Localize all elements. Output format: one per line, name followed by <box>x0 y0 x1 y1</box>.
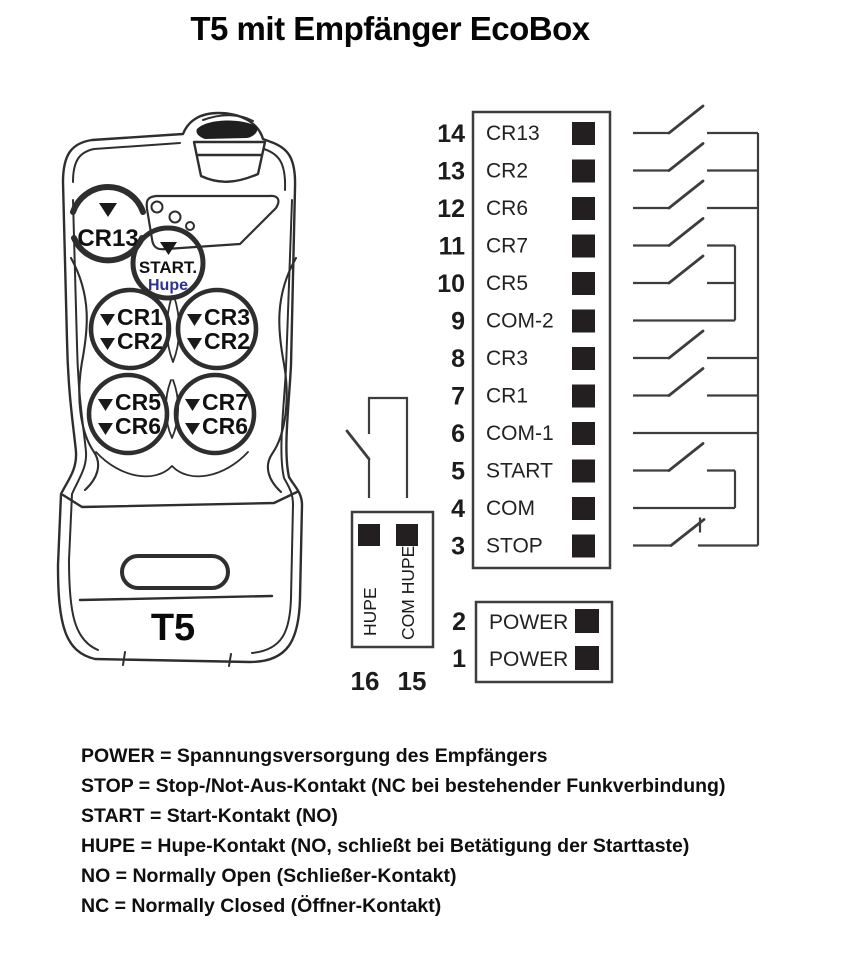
legend-line-start: START = Start-Kontakt (NO) <box>81 805 338 827</box>
start-label: START. <box>138 258 198 277</box>
switch-blade <box>669 369 703 396</box>
terminal-number: 2 <box>452 608 466 636</box>
cr13-label: CR13 <box>77 225 139 252</box>
page-title: T5 mit Empfänger EcoBox <box>190 10 590 47</box>
terminal-number: 3 <box>451 532 465 561</box>
terminal-contact-square <box>572 310 595 333</box>
down-triangle-icon <box>185 399 200 411</box>
com-hupe-terminal-label: COM HUPE <box>398 545 418 640</box>
band-top-edge <box>63 492 297 507</box>
terminal-label: CR5 <box>486 272 529 295</box>
down-triangle-icon <box>98 423 113 435</box>
down-triangle-icon <box>185 423 200 435</box>
rocker-button-label: CR5 <box>115 389 162 415</box>
terminal-number: 8 <box>451 345 465 373</box>
hupe-switch-blade <box>347 431 369 459</box>
switch-blade <box>669 144 703 171</box>
terminal-contact-square <box>572 535 595 558</box>
terminal-number: 5 <box>451 457 465 486</box>
terminal-label: POWER <box>489 611 569 634</box>
terminal-number: 13 <box>437 157 465 186</box>
legend <box>81 741 725 921</box>
terminal-number: 11 <box>438 232 465 261</box>
antenna-lens <box>196 120 257 139</box>
terminal-contact-square <box>396 524 418 546</box>
down-triangle-icon <box>100 338 115 350</box>
model-label: T5 <box>150 607 196 649</box>
terminal-number: 15 <box>397 666 427 696</box>
panel-hole <box>186 222 194 230</box>
terminal-label: CR2 <box>486 159 529 183</box>
down-triangle-icon <box>187 338 202 350</box>
down-triangle-icon <box>187 314 202 326</box>
terminal-number: 7 <box>451 382 465 411</box>
terminal-label: COM <box>486 497 535 520</box>
terminal-contact-square <box>572 160 595 183</box>
legend-line-stop: STOP = Stop-/Not-Aus-Kontakt (NC bei bestehender Funkverbindung) <box>81 775 726 797</box>
down-triangle-icon <box>99 203 117 217</box>
terminal-contact-square <box>572 460 595 483</box>
panel-hole <box>170 212 181 223</box>
remote-transmitter-drawing <box>58 113 302 666</box>
belt-clip-slot <box>122 556 228 588</box>
terminal-contact-square <box>575 609 599 633</box>
down-triangle-icon <box>98 399 113 411</box>
terminal-label: START <box>486 459 553 483</box>
terminal-contact-square <box>572 197 595 220</box>
panel-hole <box>152 202 163 213</box>
antenna-housing <box>194 142 265 182</box>
rocker-button-label: CR7 <box>202 389 249 415</box>
switch-blade <box>669 106 703 133</box>
legend-line-nc: NC = Normally Closed (Öffner-Kontakt) <box>81 895 442 917</box>
terminal-number: 10 <box>437 270 465 298</box>
terminal-contact-square <box>572 235 595 258</box>
legend-line-hupe: HUPE = Hupe-Kontakt (NO, schließt bei Betätigung der Starttaste) <box>81 835 690 857</box>
hupe-terminal-block <box>347 398 433 696</box>
terminal-contact-square <box>575 646 599 670</box>
terminal-number: 14 <box>437 120 465 148</box>
terminal-contact-square <box>572 497 595 520</box>
terminal-number: 6 <box>451 420 465 448</box>
terminal-number: 12 <box>437 195 465 223</box>
band-bottom-edge <box>80 596 272 600</box>
switch-blade <box>669 219 703 246</box>
hupe-terminal-label: HUPE <box>360 587 380 636</box>
terminal-contact-square <box>572 272 595 295</box>
rocker-button-label: CR1 <box>117 304 164 330</box>
terminal-contact-square <box>572 422 595 445</box>
generated-diagram-parts <box>89 106 758 682</box>
terminal-number: 9 <box>451 307 465 336</box>
terminal-number: 4 <box>451 495 465 523</box>
cr13-button <box>73 187 143 260</box>
hupe-wire-upper <box>369 398 407 498</box>
hupe-label: Hupe <box>148 277 188 294</box>
speaker-panel <box>147 196 279 249</box>
switch-blade <box>669 331 703 358</box>
terminal-contact-square <box>572 122 595 145</box>
terminal-contact-square <box>358 524 380 546</box>
rocker-button-label: CR3 <box>204 304 251 330</box>
terminal-label: COM-1 <box>486 422 554 445</box>
rocker-button-label: CR2 <box>204 328 251 354</box>
terminal-label: CR6 <box>486 197 529 220</box>
terminal-label: CR13 <box>486 122 540 145</box>
switch-blade <box>669 256 703 283</box>
terminal-label: STOP <box>486 534 543 558</box>
down-triangle-icon <box>100 314 115 326</box>
legend-line-power: POWER = Spannungsversorgung des Empfängers <box>81 745 548 767</box>
terminal-label: COM-2 <box>486 309 554 333</box>
rocker-button-label: CR6 <box>202 413 249 439</box>
terminal-contact-square <box>572 385 595 408</box>
rocker-button-label: CR2 <box>117 328 164 354</box>
terminal-contact-square <box>572 347 595 370</box>
terminal-label: CR7 <box>486 234 529 258</box>
terminal-number: 1 <box>452 645 466 673</box>
lower-web <box>96 452 248 476</box>
legend-line-no: NO = Normally Open (Schließer-Kontakt) <box>81 865 457 887</box>
terminal-label: CR3 <box>486 347 529 370</box>
terminal-label: CR1 <box>486 384 529 408</box>
start-hupe-button <box>133 228 203 298</box>
switch-blade <box>669 181 703 208</box>
rocker-button-label: CR6 <box>115 413 162 439</box>
terminal-label: POWER <box>489 648 569 671</box>
switch-blade <box>669 444 703 471</box>
terminal-number: 16 <box>350 666 380 696</box>
